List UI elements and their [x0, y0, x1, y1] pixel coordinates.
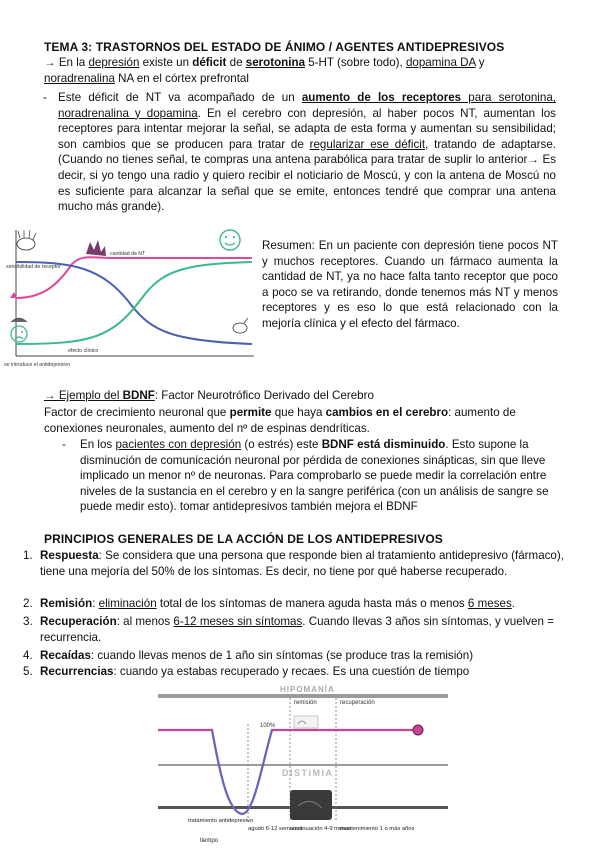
- hypomania-band: [158, 694, 448, 698]
- recovery-label: recuperación: [340, 700, 375, 706]
- percent-label: 100%: [260, 723, 276, 729]
- treatment-label: tratamiento antidepresivo: [188, 818, 254, 824]
- hypomania-label: HIPOMANÍA: [280, 685, 335, 694]
- bdnf-definition: Factor de crecimiento neuronal que permite que haya cambios en el cerebro: aumento de conexiones neuronales, aumento del nº de espinas dendríticas.: [44, 406, 516, 435]
- bdnf-heading: → Ejemplo del BDNF: Factor Neurotrófico Derivado del Cerebro: [44, 389, 374, 402]
- label-antidepressant-start: se introduce el antidepresivo: [4, 362, 71, 368]
- principle-recurrence: 5. Recurrencias: cuando ya estabas recuperado y recaes. Es una cuestión de tiempo: [23, 665, 470, 678]
- principle-relapse: 4. Recaídas: cuando llevas menos de 1 año sin síntomas (se produce tras la remisión): [23, 649, 474, 662]
- label-sensitivity: sensibilidad de receptor: [6, 264, 61, 270]
- happy-face-icon: [220, 230, 240, 250]
- nt-cluster-icon: [86, 240, 106, 256]
- treatment-phases-diagram: [150, 684, 450, 846]
- summary-paragraph: Resumen: En un paciente con depresión tiene pocos NT y muchos receptores. Cuando un fármaco aumenta la cantidad de NT, ya no hace falta tanto receptor que poco a poco se va retirando, donde tenemos más NT y menos receptores y es eso lo que está relacionado con la mejoría clínica y el efecto del fármaco.: [262, 239, 558, 330]
- receptor-nt-graph: [2, 226, 258, 372]
- clinical-effect-curve: [16, 262, 252, 344]
- acute-phase-curve: [212, 730, 272, 814]
- intro-paragraph: → En la depresión existe un déficit de serotonina 5-HT (sobre todo), dopamina DA y noradrenalina NA en el córtex prefrontal: [44, 56, 485, 85]
- time-axis-label: tiempo: [200, 838, 219, 844]
- remission-figure-icon: [294, 716, 318, 728]
- page-title: TEMA 3: TRASTORNOS DEL ESTADO DE ÁNIMO / AGENTES ANTIDEPRESIVOS: [44, 40, 505, 54]
- principle-response: 1. Respuesta: Se considera que una persona que responde bien al tratamiento antidepresivo (fármaco), tiene una mejoría del 50% de los síntomas. Es decir, no tiene por qué haberse recuperado.: [23, 549, 564, 578]
- bdnf-depression-bullet: - En los pacientes con depresión (o estrés) este BDNF está disminuido. Esto supone la disminución de comunicación neuronal por pérdida de conexiones sinápticas, sin que lleve implicado un menor nº de neuronas. Para comprobarlo se puede medir la correlación entre niveles de la sustancia en el cerebro y en la sangre periférica (con un análisis de sangre se puede medir esto). tomar antidepresivos también mejora el BDNF: [62, 438, 549, 514]
- remission-label: remisión: [294, 700, 317, 706]
- sad-face-icon: [11, 318, 27, 342]
- label-clinical-effect: efecto clínico: [68, 348, 99, 354]
- receptor-sensitivity-curve: [16, 262, 252, 344]
- continuation-phase-label: continuación 4-9 meses: [290, 826, 352, 832]
- label-nt-amount: cantidad de NT: [110, 251, 146, 257]
- principle-recovery: 3. Recuperación: al menos 6-12 meses sin síntomas. Cuando llevas 3 años sin síntomas, y vuelven = recurrencia.: [23, 615, 554, 644]
- acute-phase-label: agudo 6-12 semanas: [248, 826, 303, 832]
- receptor-brain-icon: [17, 230, 36, 250]
- endpoint-marker: [413, 725, 423, 735]
- dysthymia-label: DISTIMIA: [282, 768, 334, 778]
- maintenance-phase-label: mantenimiento 1 o más años: [340, 826, 415, 832]
- small-receptor-icon: [233, 318, 248, 333]
- dysthymia-band: [158, 764, 448, 766]
- section-title-principles: PRINCIPIOS GENERALES DE LA ACCIÓN DE LOS ANTIDEPRESIVOS: [44, 532, 443, 546]
- receptor-explanation: - Este déficit de NT va acompañado de un aumento de los receptores para serotonina, noradrenalina y dopamina. En el cerebro con depresión, al haber pocos NT, aumentan los receptores para intentar mejorar la señal, se adapta de esta forma y aumentan su sensibilidad; son cambios que se producen para tratar de regularizar ese déficit, tratando de adaptarse. (Cuando no tienes señal, te compras una antena parabólica para tratar de suplir lo anterior→ Es decir, si yo tengo una radio y quiero recibir el noticiario de Moscú, y con la antena de Moscú no es suficiente para alcanzar la señal que se emite, entonces tendré que comprar una antena mucho más grande).: [43, 91, 556, 214]
- recovery-figure-icon: [290, 790, 332, 820]
- principle-remission: 2. Remisión: eliminación total de los síntomas de manera aguda hasta más o menos 6 meses.: [23, 597, 515, 610]
